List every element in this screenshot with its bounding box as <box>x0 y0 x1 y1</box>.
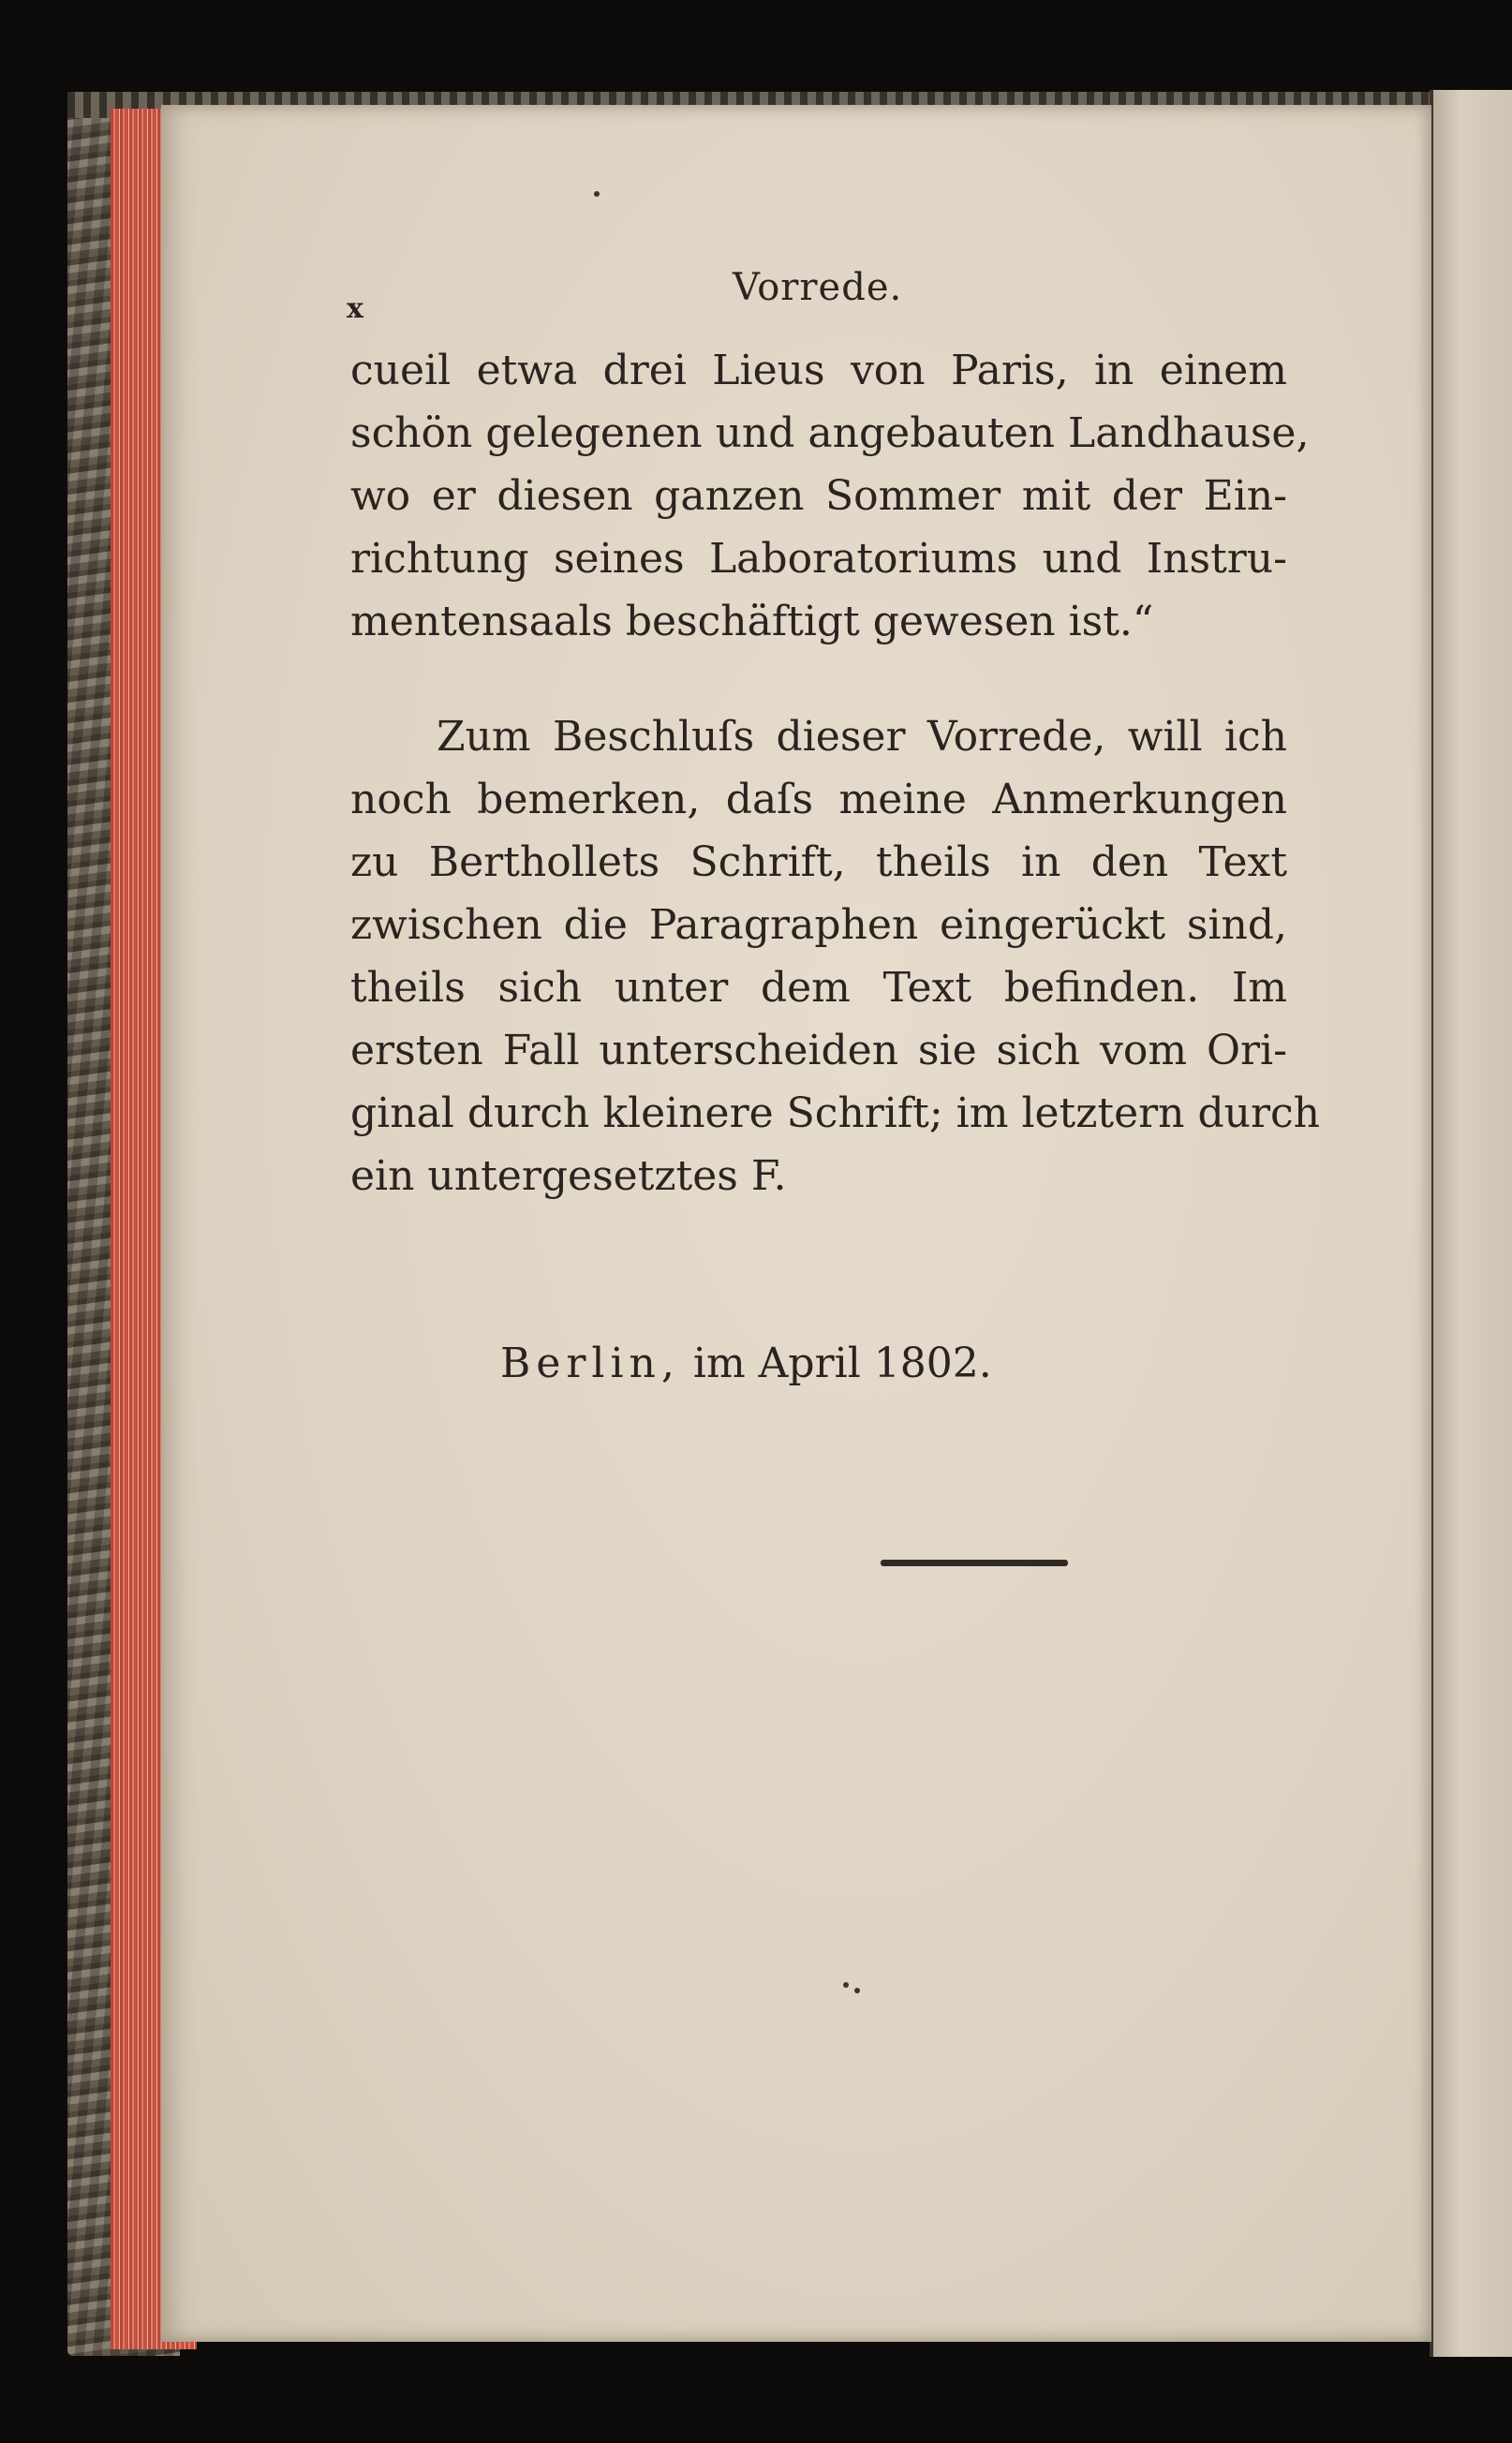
text-line: richtung seines Laboratoriums und Instru- <box>350 535 1287 583</box>
text-line: cueil etwa drei Lieus von Paris, in einem <box>350 347 1287 394</box>
text-line: Zum Beschluſs dieser Vorrede, will ich <box>437 713 1287 761</box>
book-page <box>161 105 1431 2342</box>
text-line: ein untergesetztes F. <box>350 1152 787 1200</box>
paper-speck <box>854 1988 860 1993</box>
signature-city: Berlin, <box>500 1340 680 1387</box>
running-head: Vorrede. <box>733 266 903 309</box>
paper-speck <box>594 191 600 197</box>
signature-date: im April 1802. <box>692 1340 992 1387</box>
text-line: wo er diesen ganzen Sommer mit der Ein- <box>350 472 1287 520</box>
text-line: zwischen die Paragraphen eingerückt sind, <box>350 901 1287 949</box>
text-line: zu Berthollets Schrift, theils in den Text <box>350 838 1287 886</box>
text-line: schön gelegenen und angebauten Landhause, <box>350 409 1310 457</box>
text-line: noch bemerken, daſs meine Anmerkungen <box>350 776 1287 823</box>
text-line: theils sich unter dem Text befinden. Im <box>350 964 1287 1012</box>
signature-line <box>500 1340 992 1387</box>
text-line: ersten Fall unterscheiden sie sich vom Ori- <box>350 1027 1287 1074</box>
paragraph-2 <box>350 705 1456 1207</box>
closing-rule <box>881 1560 1068 1566</box>
body-text <box>350 339 1456 1207</box>
paper-speck <box>843 1982 849 1988</box>
page-number: x <box>347 292 363 325</box>
paragraph-1 <box>350 339 1456 653</box>
text-line: mentensaals beschäftigt gewesen ist.“ <box>350 598 1154 645</box>
text-line: ginal durch kleinere Schrift; im letztern durch <box>350 1089 1321 1137</box>
